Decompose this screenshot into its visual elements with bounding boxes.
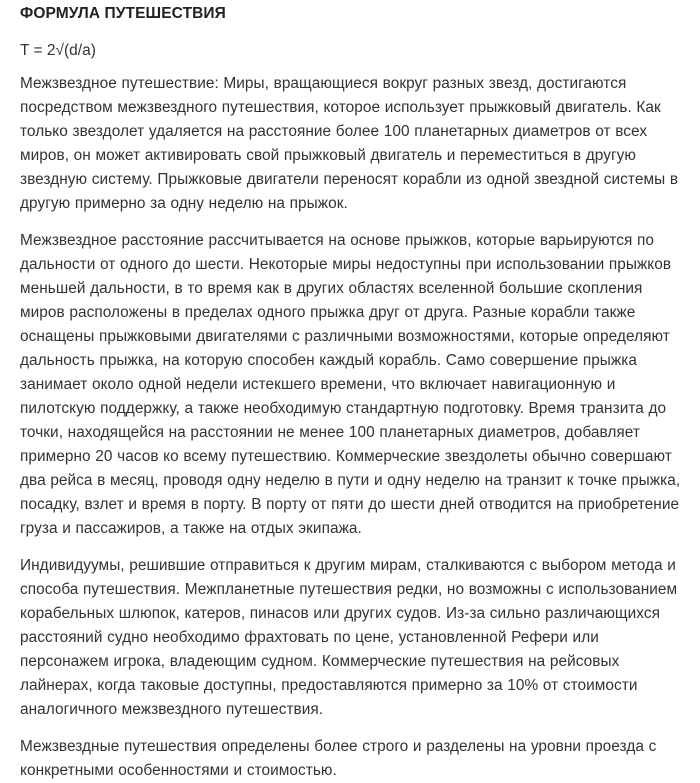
paragraph-individual-travel: Индивидуумы, решившие отправиться к другим мирам, сталкиваются с выбором метода и способа путешествия. Межпланетные путешествия редки, но возможны с использованием корабельных шлюпок, катеров, пинасов или других судов. Из-за сильно различающихся расстояний судно необходимо фрахтовать по цене, установленной Рефери или персонажем игрока, владеющим судном. Коммерческие путешествия на рейсовых лайнерах, когда таковые доступны, предоставляются примерно за 10% от стоимости аналогичного межзвездного путешествия.: [20, 557, 678, 718]
paragraph-interstellar-travel: Межзвездное путешествие: Миры, вращающиеся вокруг разных звезд, достигаются посредством межзвездного путешествия, которое использует прыжковый двигатель. Как только звездолет удаляется на расстояние более 100 планетарных диаметров от всех миров, он может активировать свой прыжковый двигатель и переместиться в другую звездную систему. Прыжковые двигатели переносят корабли из одной звездной системы в другую примерно за одну неделю на прыжок.: [20, 75, 679, 212]
paragraph-travel-classes: Межзвездные путешествия определены более строго и разделены на уровни проезда с конкретными особенностями и стоимостью.: [20, 738, 657, 779]
paragraph-interstellar-distance: Межзвездное расстояние рассчитывается на основе прыжков, которые варьируются по дальности от одного до шести. Некоторые миры недоступны при использовании прыжков меньшей дальности, в то время как в других областях вселенной большие скопления миров расположены в пределах одного прыжка друг от друга. Разные корабли также оснащены прыжковыми двигателями с различными возможностями, которые определяют дальность прыжка, на которую способен каждый корабль. Само совершение прыжка занимает около одной недели истекшего времени, что включает навигационную и пилотскую поддержку, а также необходимую стандартную подготовку. Время транзита до точки, находящейся на расстоянии не менее 100 планетарных диаметров, добавляет примерно 20 часов ко всему путешествию. Коммерческие звездолеты обычно совершают два рейса в месяц, проводя одну неделю в пути и одну неделю на транзит к точке прыжка, посадку, взлет и время в порту. В порту от пяти до шести дней отводится на приобретение груза и пассажиров, а также на отдых экипажа.: [20, 232, 681, 537]
section-title: ФОРМУЛА ПУТЕШЕСТВИЯ: [20, 5, 226, 22]
travel-formula: T = 2√(d/a): [20, 42, 96, 59]
